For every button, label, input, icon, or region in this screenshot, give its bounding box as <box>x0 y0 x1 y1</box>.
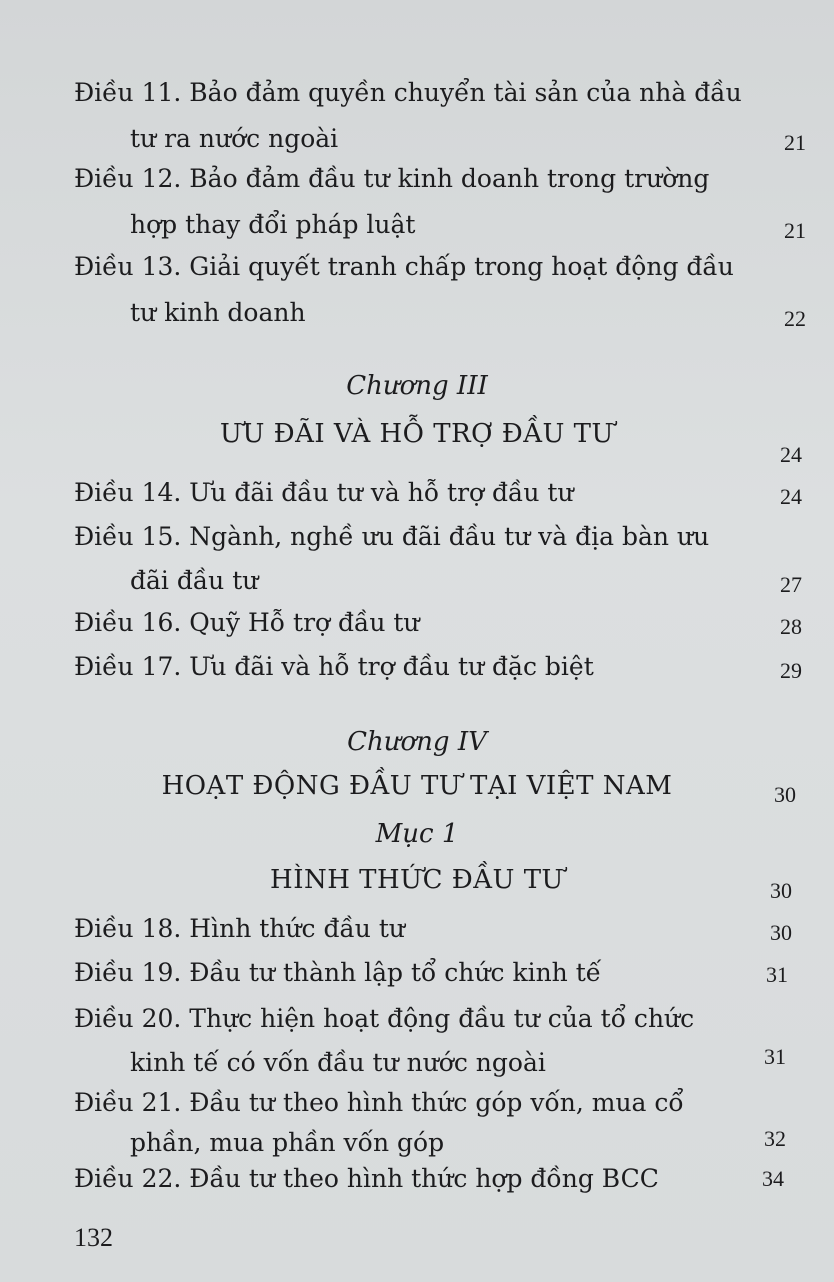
toc-entry-18-page: 30 <box>770 920 792 945</box>
chapter-4-page: 30 <box>774 782 796 807</box>
section-1-page: 30 <box>770 878 792 903</box>
toc-entry-13-line2: tư kinh doanh <box>130 298 306 327</box>
toc-entry-19-page: 31 <box>766 962 788 987</box>
toc-entry-18-line1: Điều 18. Hình thức đầu tư <box>74 914 405 943</box>
chapter-3-label: Chương III <box>346 371 488 401</box>
toc-entry-14-line1: Điều 14. Ưu đãi đầu tư và hỗ trợ đầu tư <box>74 478 574 507</box>
toc-entry-16-line1: Điều 16. Quỹ Hỗ trợ đầu tư <box>74 608 420 637</box>
section-1-title: HÌNH THỨC ĐẦU TƯ <box>270 865 564 895</box>
section-1-label: Mục 1 <box>375 819 459 849</box>
toc-entry-14-page: 24 <box>780 484 802 509</box>
toc-entry-11-page: 21 <box>784 130 806 155</box>
toc-entry-22-line1: Điều 22. Đầu tư theo hình thức hợp đồng BCC <box>74 1164 659 1193</box>
toc-entry-17-page: 29 <box>780 658 802 683</box>
page-number: 132 <box>74 1223 113 1252</box>
toc-entry-20-page: 31 <box>764 1044 786 1069</box>
toc-entry-13-page: 22 <box>784 306 806 331</box>
toc-entry-15-line1: Điều 15. Ngành, nghề ưu đãi đầu tư và địa bàn ưu <box>74 522 710 551</box>
toc-entry-12-line1: Điều 12. Bảo đảm đầu tư kinh doanh trong trường <box>74 164 710 193</box>
toc-entry-16-page: 28 <box>780 614 802 639</box>
chapter-3-page: 24 <box>780 442 802 467</box>
toc-entry-20-line2: kinh tế có vốn đầu tư nước ngoài <box>130 1048 546 1077</box>
chapter-3-title: ƯU ĐÃI VÀ HỖ TRỢ ĐẦU TƯ <box>220 419 614 449</box>
toc-entry-21-line1: Điều 21. Đầu tư theo hình thức góp vốn, mua cổ <box>74 1088 684 1117</box>
chapter-4-title: HOẠT ĐỘNG ĐẦU TƯ TẠI VIỆT NAM <box>161 771 673 801</box>
chapter-4-label: Chương IV <box>347 727 487 757</box>
toc-entry-15-line2: đãi đầu tư <box>130 566 259 595</box>
toc-entry-12-line2: hợp thay đổi pháp luật <box>130 210 416 239</box>
toc-entry-22-page: 34 <box>762 1166 784 1191</box>
toc-entry-11-line2: tư ra nước ngoài <box>130 124 339 153</box>
toc-entry-21-page: 32 <box>764 1126 786 1151</box>
toc-entry-15-page: 27 <box>780 572 802 597</box>
toc-entry-21-line2: phần, mua phần vốn góp <box>130 1128 445 1157</box>
toc-entry-11-line1: Điều 11. Bảo đảm quyền chuyển tài sản của nhà đầu <box>74 78 742 107</box>
toc-entry-19-line1: Điều 19. Đầu tư thành lập tổ chức kinh tế <box>74 958 602 987</box>
toc-entry-13-line1: Điều 13. Giải quyết tranh chấp trong hoạt động đầu <box>74 252 734 281</box>
toc-entry-12-page: 21 <box>784 218 806 243</box>
toc-entry-17-line1: Điều 17. Ưu đãi và hỗ trợ đầu tư đặc biệt <box>74 652 594 681</box>
toc-entry-20-line1: Điều 20. Thực hiện hoạt động đầu tư của tổ chức <box>74 1004 695 1033</box>
